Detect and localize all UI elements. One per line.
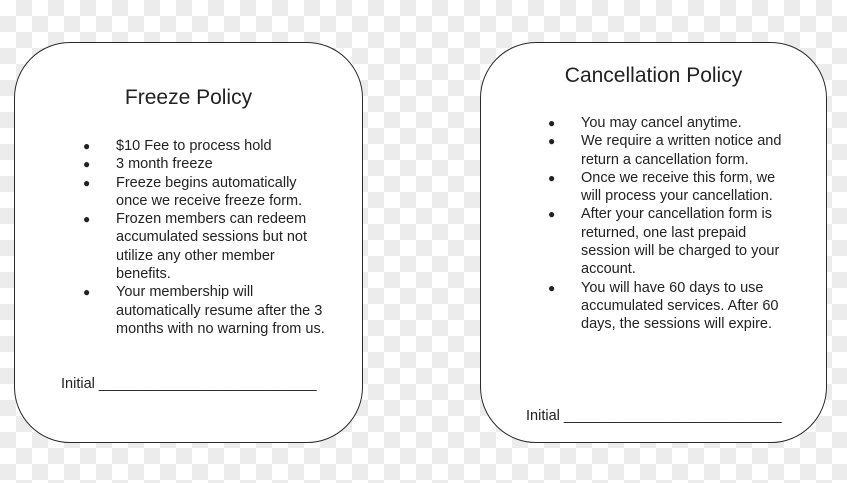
list-item (548, 169, 786, 206)
list-item (83, 174, 326, 211)
list-item-text: You will have 60 days to use accumulated services. After 60 days, the sessions will expire. (581, 279, 779, 333)
bullet-icon: ● (83, 139, 91, 153)
freeze-policy-list (83, 137, 326, 338)
bullet-icon: ● (548, 116, 556, 130)
list-item (83, 210, 326, 283)
cancellation-policy-card (480, 42, 827, 443)
bullet-icon: ● (83, 285, 91, 300)
list-item-text: After your cancellation form is returned, one last prepaid session will be charged to your account. (581, 206, 780, 278)
bullet-icon: ● (83, 212, 91, 227)
list-item-text: $10 Fee to process hold (116, 138, 272, 154)
freeze-initial-line: Initial ___________________________ (61, 376, 317, 392)
bullet-icon: ● (548, 134, 556, 149)
freeze-policy-title: Freeze Policy (124, 86, 253, 109)
list-item-text: Frozen members can redeem accumulated sessions but not utilize any other member benefits. (116, 211, 308, 283)
list-item (548, 205, 786, 278)
list-item-text: Freeze begins automatically once we receive freeze form. (116, 174, 303, 209)
cancellation-policy-list (548, 114, 786, 334)
list-item (548, 132, 786, 169)
freeze-policy-card (14, 42, 363, 443)
list-item (83, 283, 326, 338)
cancellation-policy-title: Cancellation Policy (564, 64, 743, 87)
list-item (83, 155, 326, 173)
bullet-icon: ● (548, 280, 556, 295)
bullet-icon: ● (548, 170, 556, 185)
bullet-icon: ● (83, 175, 91, 190)
list-item-text: We require a written notice and return a cancellation form. (581, 133, 782, 168)
list-item-text: 3 month freeze (116, 156, 213, 173)
list-item (548, 279, 786, 334)
bullet-icon: ● (83, 157, 91, 172)
list-item (548, 114, 786, 132)
bullet-icon: ● (548, 207, 556, 222)
cancellation-initial-line: Initial ___________________________ (526, 408, 782, 424)
list-item (83, 137, 326, 155)
list-item-text: Once we receive this form, we will process your cancellation. (581, 169, 776, 205)
list-item-text: Your membership will automatically resume after the 3 months with no warning from us. (116, 284, 325, 337)
list-item-text: You may cancel anytime. (581, 115, 742, 131)
